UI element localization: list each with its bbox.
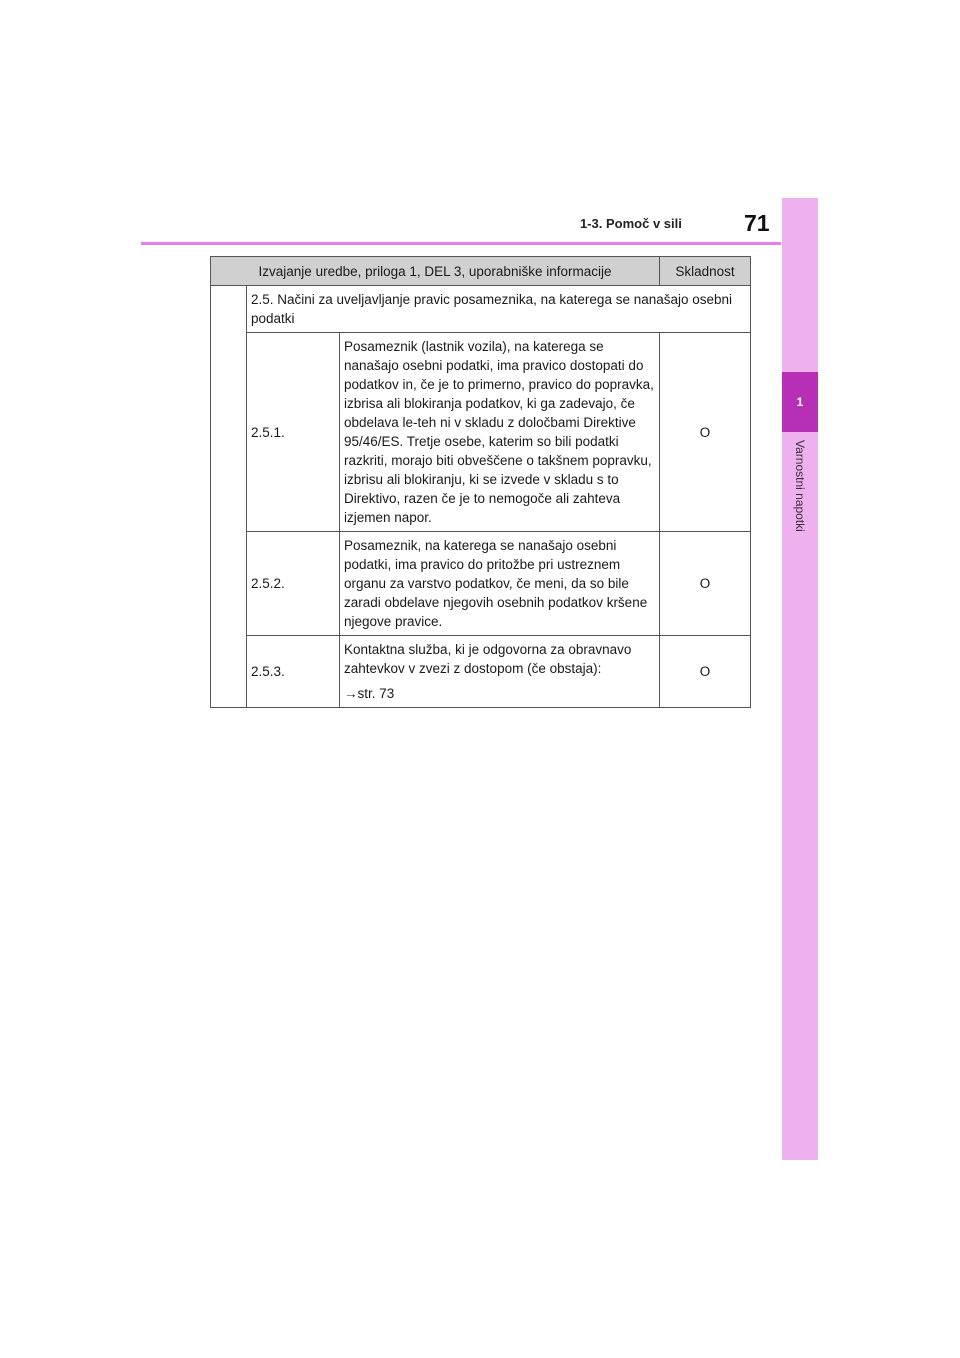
section-title: 1-3. Pomoč v sili — [580, 216, 682, 231]
column-header-compliance: Skladnost — [660, 257, 751, 286]
item-text: Posameznik (lastnik vozila), na katerega se nanašajo osebni podatki, ima pravico dostopati do podatkov in, če je to primerno, pravico do popravka, izbrisa ali blokiranja podatkov, ki ga zadevajo, če obdelava le-teh ni v skladu z določbami Direktive 95/46/ES. Tretje osebe, katerim so bili podatki razkriti, morajo biti obveščene o takšnem popravku, izbrisu ali blokiranju, ki se izvede v skladu s to Direktivo, razen če je to nemogoče ali zahteva izjemen napor. — [340, 333, 660, 532]
compliance-value: O — [660, 636, 751, 708]
compliance-table — [210, 256, 751, 708]
side-tab — [782, 198, 818, 1160]
item-text: Kontaktna služba, ki je odgovorna za obravnavo zahtevkov v zvezi z dostopom (če obstaja): — [344, 642, 632, 676]
chapter-title: Varnostni napotki — [793, 440, 807, 532]
column-header-requirement: Izvajanje uredbe, priloga 1, DEL 3, uporabniške informacije — [211, 257, 660, 286]
page-number: 71 — [744, 210, 770, 236]
section-heading: 2.5. Načini za uveljavljanje pravic posameznika, na katerega se nanašajo osebni podatki — [247, 286, 751, 333]
table-row — [211, 333, 751, 532]
item-number: 2.5.3. — [247, 636, 340, 708]
compliance-value: O — [660, 333, 751, 532]
compliance-value: O — [660, 532, 751, 636]
table-header-row — [211, 257, 751, 286]
indent-cell — [211, 286, 247, 708]
item-number: 2.5.2. — [247, 532, 340, 636]
table-row — [211, 636, 751, 708]
page-reference: →str. 73 — [344, 686, 395, 701]
header-rule — [141, 242, 781, 245]
chapter-number: 1 — [782, 372, 818, 432]
table-row — [211, 532, 751, 636]
item-text: Posameznik, na katerega se nanašajo osebni podatki, ima pravico do pritožbe pri ustreznem organu za varstvo podatkov, če meni, da so bile zaradi obdelave njegovih osebnih podatkov kršene njegove pravice. — [340, 532, 660, 636]
table-row — [211, 286, 751, 333]
item-number: 2.5.1. — [247, 333, 340, 532]
item-text-cell — [340, 636, 660, 708]
